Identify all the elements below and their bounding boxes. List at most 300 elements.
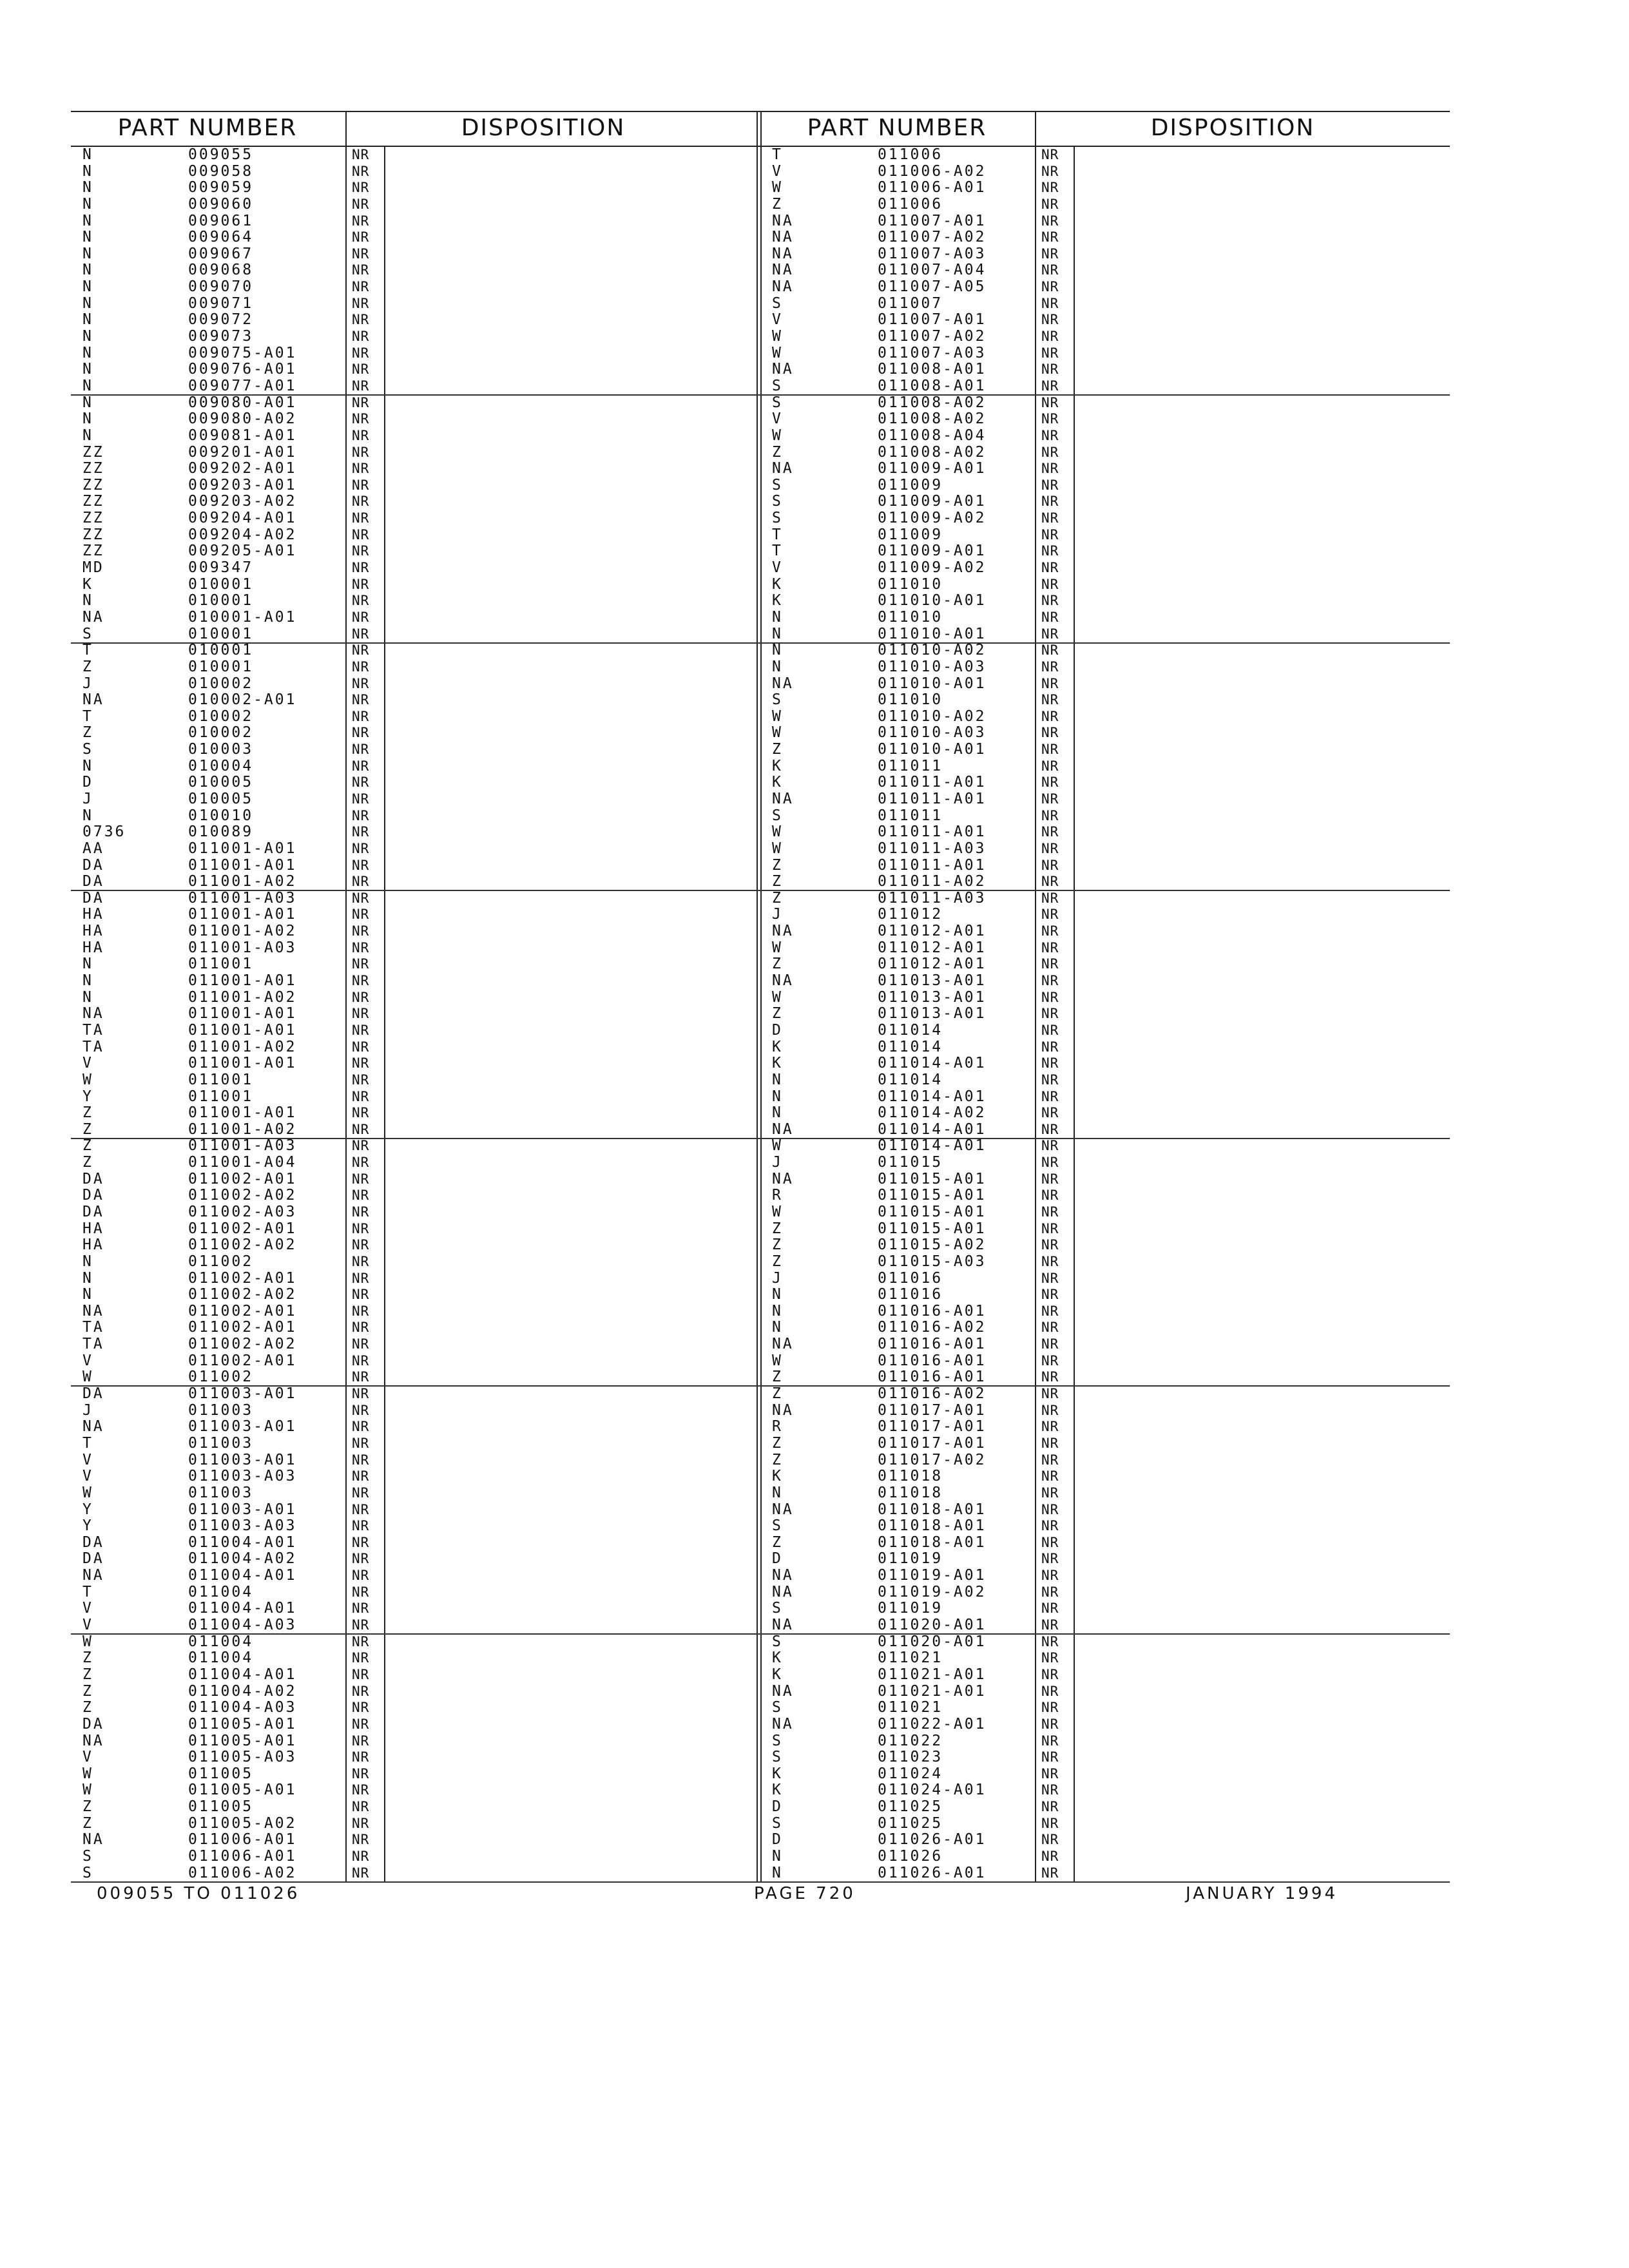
part-number: 011004-A01 xyxy=(188,1533,297,1551)
source-code: S xyxy=(772,1699,783,1716)
part-number: 009201-A01 xyxy=(188,443,297,461)
source-code: Y xyxy=(82,1088,93,1105)
disposition-code: NR xyxy=(1041,939,1059,956)
source-code: R xyxy=(772,1418,783,1436)
part-number: 011015 xyxy=(878,1154,943,1171)
disposition-code: NR xyxy=(1041,1369,1059,1385)
table-row xyxy=(760,973,1450,990)
table-row xyxy=(71,1650,760,1667)
source-code: Z xyxy=(82,658,93,675)
table-row xyxy=(71,1600,760,1617)
source-code: S xyxy=(772,1633,783,1650)
table-row xyxy=(760,1733,1450,1750)
part-number: 010003 xyxy=(188,741,254,758)
source-code: DA xyxy=(82,1715,104,1733)
source-code: W xyxy=(82,1071,93,1088)
part-number: 010002 xyxy=(188,675,254,692)
source-code: Z xyxy=(82,1814,93,1832)
disposition-code: NR xyxy=(1041,1600,1059,1617)
disposition-code: NR xyxy=(1041,626,1059,642)
source-code: J xyxy=(82,675,93,692)
part-number: 011010-A02 xyxy=(878,707,987,725)
disposition-code: NR xyxy=(352,461,370,477)
source-code: D xyxy=(772,1021,783,1039)
source-code: DA xyxy=(82,873,104,890)
source-code: Z xyxy=(772,1451,783,1468)
table-row xyxy=(760,1584,1450,1601)
disposition-code: NR xyxy=(352,1386,370,1402)
table-row xyxy=(71,1336,760,1353)
source-code: ZZ xyxy=(82,543,104,560)
table-row xyxy=(760,1089,1450,1106)
part-number: 011008-A01 xyxy=(878,377,987,394)
part-number: 011001 xyxy=(188,1088,254,1105)
table-row xyxy=(760,1865,1450,1882)
part-number: 009077-A01 xyxy=(188,377,297,394)
source-code: Z xyxy=(772,741,783,758)
table-row xyxy=(71,1221,760,1238)
table-row xyxy=(71,1684,760,1700)
part-number: 011011-A03 xyxy=(878,889,987,907)
part-number: 011007-A05 xyxy=(878,278,987,296)
table-row xyxy=(760,1386,1450,1403)
table-row xyxy=(760,461,1450,477)
part-number: 011003 xyxy=(188,1401,254,1419)
table-row xyxy=(71,758,760,775)
part-number: 011005-A01 xyxy=(188,1732,297,1749)
table-row xyxy=(71,1667,760,1684)
table-row xyxy=(71,1468,760,1485)
part-number: 011008-A01 xyxy=(878,361,987,378)
table-row xyxy=(760,593,1450,610)
source-code: N xyxy=(82,195,93,213)
part-number: 009347 xyxy=(188,559,254,577)
part-number: 011001-A01 xyxy=(188,906,297,923)
source-code: K xyxy=(82,575,93,593)
disposition-code: NR xyxy=(352,725,370,741)
part-number: 011007 xyxy=(878,294,943,312)
part-number: 009080-A02 xyxy=(188,410,297,428)
disposition-code: NR xyxy=(352,1666,370,1682)
part-number: 011011 xyxy=(878,757,943,774)
table-row xyxy=(71,874,760,890)
part-number: 011003-A01 xyxy=(188,1385,297,1403)
disposition-code: NR xyxy=(352,1452,370,1468)
part-number: 011018-A01 xyxy=(878,1533,987,1551)
disposition-code: NR xyxy=(1041,494,1059,510)
source-code: HA xyxy=(82,939,104,956)
table-row xyxy=(760,197,1450,213)
source-code: N xyxy=(82,146,93,163)
disposition-code: NR xyxy=(352,1287,370,1303)
part-number: 011003 xyxy=(188,1484,254,1501)
source-code: Z xyxy=(82,1666,93,1683)
disposition-code: NR xyxy=(352,1253,370,1269)
table-row xyxy=(760,1816,1450,1832)
disposition-code: NR xyxy=(1041,477,1059,493)
source-code: 0736 xyxy=(82,823,126,841)
part-number: 011025 xyxy=(878,1798,943,1816)
source-code: N xyxy=(82,377,93,394)
part-number: 011001-A01 xyxy=(188,840,297,857)
disposition-code: NR xyxy=(352,1171,370,1187)
part-number: 011002-A01 xyxy=(188,1352,297,1369)
table-row xyxy=(71,312,760,329)
source-code: N xyxy=(82,1286,93,1303)
table-row xyxy=(71,329,760,345)
part-number: 011001-A01 xyxy=(188,1005,297,1023)
part-number: 011017-A01 xyxy=(878,1401,987,1419)
part-number: 010001 xyxy=(188,575,254,593)
disposition-code: NR xyxy=(1041,1105,1059,1121)
part-number: 011003-A01 xyxy=(188,1451,297,1468)
table-row xyxy=(71,147,760,164)
source-code: V xyxy=(82,1468,93,1485)
disposition-code: NR xyxy=(1041,1534,1059,1550)
part-number: 011001 xyxy=(188,1071,254,1088)
table-row xyxy=(760,1287,1450,1303)
table-row xyxy=(760,213,1450,230)
source-code: N xyxy=(82,1269,93,1287)
source-code: S xyxy=(772,493,783,510)
disposition-header: DISPOSITION xyxy=(1150,115,1315,141)
part-number: 011026-A01 xyxy=(878,1864,987,1881)
part-number: 011014-A01 xyxy=(878,1137,987,1155)
disposition-code: NR xyxy=(1041,824,1059,840)
table-row xyxy=(760,610,1450,626)
source-code: W xyxy=(772,939,783,956)
part-number: 010002-A01 xyxy=(188,691,297,709)
part-number: 011001-A04 xyxy=(188,1154,297,1171)
source-code: S xyxy=(772,394,783,411)
table-row xyxy=(71,1617,760,1634)
source-code: Z xyxy=(82,1120,93,1138)
part-number: 011001-A02 xyxy=(188,988,297,1006)
table-row xyxy=(71,808,760,825)
source-code: ZZ xyxy=(82,476,104,494)
table-row xyxy=(71,428,760,445)
part-number: 011015-A02 xyxy=(878,1236,987,1254)
table-row xyxy=(71,1502,760,1519)
source-code: N xyxy=(82,972,93,990)
part-number: 009064 xyxy=(188,229,254,246)
table-row xyxy=(71,180,760,197)
source-code: DA xyxy=(82,889,104,907)
table-row xyxy=(760,560,1450,577)
source-code: W xyxy=(772,724,783,742)
table-row xyxy=(760,494,1450,510)
part-number: 011026 xyxy=(878,1847,943,1865)
part-number: 011007-A03 xyxy=(878,344,987,361)
disposition-code: NR xyxy=(1041,427,1059,443)
table-row xyxy=(760,345,1450,362)
table-row xyxy=(760,808,1450,825)
table-row xyxy=(760,1138,1450,1155)
disposition-code: NR xyxy=(1041,411,1059,427)
disposition-code: NR xyxy=(1041,1551,1059,1567)
disposition-code: NR xyxy=(352,1600,370,1617)
disposition-code: NR xyxy=(352,361,370,378)
source-code: N xyxy=(772,1319,783,1336)
disposition-code: NR xyxy=(1041,692,1059,708)
source-code: DA xyxy=(82,1170,104,1187)
right-table-header xyxy=(760,111,1450,147)
source-code: N xyxy=(772,658,783,675)
disposition-code: NR xyxy=(352,444,370,460)
part-number: 009075-A01 xyxy=(188,344,297,361)
source-code: J xyxy=(772,1154,783,1171)
source-code: T xyxy=(772,543,783,560)
disposition-code: NR xyxy=(1041,279,1059,295)
disposition-code: NR xyxy=(1041,147,1059,162)
disposition-code: NR xyxy=(1041,1336,1059,1352)
disposition-code: NR xyxy=(1041,229,1059,245)
disposition-code: NR xyxy=(352,923,370,939)
part-number: 011001-A01 xyxy=(188,1055,297,1072)
disposition-code: NR xyxy=(352,840,370,856)
disposition-code: NR xyxy=(352,1121,370,1137)
part-number: 011010-A02 xyxy=(878,642,987,659)
disposition-code: NR xyxy=(1041,295,1059,311)
disposition-code: NR xyxy=(352,907,370,923)
source-code: NA xyxy=(772,923,794,940)
source-code: NA xyxy=(772,1583,794,1600)
table-row xyxy=(760,626,1450,643)
disposition-code: NR xyxy=(352,1782,370,1798)
disposition-code: NR xyxy=(352,1865,370,1881)
disposition-code: NR xyxy=(1041,543,1059,559)
part-number: 011016 xyxy=(878,1286,943,1303)
part-number: 011005-A03 xyxy=(188,1749,297,1766)
table-row xyxy=(760,1403,1450,1419)
source-code: K xyxy=(772,575,783,593)
table-row xyxy=(71,824,760,841)
disposition-code: NR xyxy=(352,874,370,890)
disposition-code: NR xyxy=(1041,907,1059,923)
source-code: W xyxy=(772,707,783,725)
part-number: 011001-A03 xyxy=(188,1137,297,1155)
part-number: 011015-A01 xyxy=(878,1187,987,1204)
part-number: 011004 xyxy=(188,1633,254,1650)
part-number: 011006-A02 xyxy=(878,162,987,180)
source-code: ZZ xyxy=(82,493,104,510)
disposition-code: NR xyxy=(1041,890,1059,906)
source-code: DA xyxy=(82,1385,104,1403)
source-code: W xyxy=(772,1352,783,1369)
part-number: 011006-A02 xyxy=(188,1864,297,1881)
disposition-code: NR xyxy=(1041,1700,1059,1716)
part-number: 011001-A01 xyxy=(188,856,297,874)
table-row xyxy=(71,527,760,544)
table-row xyxy=(71,262,760,279)
disposition-code: NR xyxy=(352,939,370,956)
table-row xyxy=(71,1782,760,1799)
table-row xyxy=(760,990,1450,1006)
table-row xyxy=(71,858,760,874)
disposition-code: NR xyxy=(352,1617,370,1633)
disposition-code: NR xyxy=(1041,791,1059,807)
source-code: K xyxy=(772,1765,783,1782)
part-number: 011003-A03 xyxy=(188,1517,297,1535)
disposition-code: NR xyxy=(1041,510,1059,526)
source-code: Z xyxy=(772,195,783,213)
disposition-code: NR xyxy=(1041,874,1059,890)
source-code: N xyxy=(82,311,93,329)
table-row xyxy=(760,890,1450,907)
disposition-code: NR xyxy=(1041,1352,1059,1369)
table-row xyxy=(71,1055,760,1072)
disposition-code: NR xyxy=(352,1485,370,1501)
part-number: 011011-A01 xyxy=(878,856,987,874)
part-number: 011010-A01 xyxy=(878,592,987,610)
source-code: DA xyxy=(82,1187,104,1204)
source-code: W xyxy=(772,1204,783,1220)
disposition-code: NR xyxy=(352,163,370,179)
table-row xyxy=(71,940,760,957)
disposition-code: NR xyxy=(352,526,370,543)
disposition-code: NR xyxy=(352,1584,370,1600)
disposition-code: NR xyxy=(352,576,370,592)
part-number: 011005 xyxy=(188,1798,254,1816)
table-row xyxy=(71,494,760,510)
source-code: N xyxy=(82,344,93,361)
part-number: 011020-A01 xyxy=(878,1617,987,1634)
table-row xyxy=(760,692,1450,709)
part-number: 011005-A02 xyxy=(188,1814,297,1832)
table-row xyxy=(71,1386,760,1403)
table-row xyxy=(71,361,760,378)
source-code: Z xyxy=(772,443,783,461)
table-row xyxy=(71,1700,760,1716)
source-code: NA xyxy=(772,1501,794,1518)
source-code: V xyxy=(772,311,783,329)
disposition-code: NR xyxy=(352,1187,370,1204)
source-code: J xyxy=(82,1401,93,1419)
source-code: K xyxy=(772,1055,783,1072)
disposition-code: NR xyxy=(352,593,370,609)
part-number: 010004 xyxy=(188,757,254,774)
part-number: 011001-A03 xyxy=(188,889,297,907)
part-number: 011009-A01 xyxy=(878,493,987,510)
source-code: V xyxy=(82,1600,93,1617)
table-row xyxy=(71,1155,760,1171)
table-row xyxy=(71,246,760,263)
footer-date: JANUARY 1994 xyxy=(1186,1884,1338,1903)
table-row xyxy=(760,1204,1450,1221)
table-row xyxy=(760,577,1450,593)
table-row xyxy=(760,907,1450,923)
disposition-code: NR xyxy=(1041,1865,1059,1881)
source-code: HA xyxy=(82,906,104,923)
disposition-code: NR xyxy=(1041,576,1059,592)
part-number: 011002-A02 xyxy=(188,1236,297,1254)
table-row xyxy=(71,642,760,659)
part-number: 011012-A01 xyxy=(878,956,987,973)
table-row xyxy=(71,610,760,626)
part-number: 011007-A01 xyxy=(878,311,987,329)
part-number: 010001 xyxy=(188,625,254,642)
table-row xyxy=(71,1138,760,1155)
source-code: K xyxy=(772,774,783,791)
disposition-code: NR xyxy=(1041,989,1059,1005)
disposition-code: NR xyxy=(1041,1666,1059,1682)
disposition-code: NR xyxy=(1041,1617,1059,1633)
part-number: 011008-A04 xyxy=(878,427,987,444)
source-code: Z xyxy=(82,1649,93,1667)
part-number: 011011-A01 xyxy=(878,790,987,807)
disposition-code: NR xyxy=(352,1468,370,1485)
disposition-code: NR xyxy=(1041,1650,1059,1666)
source-code: Z xyxy=(772,1533,783,1551)
table-row xyxy=(71,742,760,758)
source-code: W xyxy=(82,1633,93,1650)
source-code: AA xyxy=(82,840,104,857)
table-row xyxy=(760,229,1450,246)
part-number: 011001-A01 xyxy=(188,972,297,990)
part-number: 011014 xyxy=(878,1071,943,1088)
disposition-code: NR xyxy=(352,857,370,873)
source-code: NA xyxy=(772,212,794,229)
table-row xyxy=(760,1336,1450,1353)
part-number: 011010-A01 xyxy=(878,741,987,758)
part-number: 011002 xyxy=(188,1253,254,1270)
part-number: 011005-A01 xyxy=(188,1782,297,1799)
disposition-code: NR xyxy=(352,758,370,774)
source-code: S xyxy=(82,1847,93,1865)
source-code: Z xyxy=(772,1220,783,1237)
source-code: W xyxy=(82,1765,93,1782)
part-number: 011002-A02 xyxy=(188,1286,297,1303)
disposition-code: NR xyxy=(1041,807,1059,823)
table-row xyxy=(71,345,760,362)
disposition-code: NR xyxy=(352,1650,370,1666)
table-row xyxy=(760,1849,1450,1865)
source-code: J xyxy=(772,906,783,923)
table-row xyxy=(760,510,1450,527)
part-number: 011001 xyxy=(188,956,254,973)
disposition-code: NR xyxy=(352,1006,370,1022)
source-code: NA xyxy=(82,1567,104,1584)
part-number: 011013-A01 xyxy=(878,972,987,990)
source-code: N xyxy=(772,1864,783,1881)
disposition-code: NR xyxy=(1041,593,1059,609)
disposition-code: NR xyxy=(1041,1749,1059,1765)
disposition-header: DISPOSITION xyxy=(461,115,626,141)
part-number: 011013-A01 xyxy=(878,988,987,1006)
source-code: NA xyxy=(82,1418,104,1436)
part-number: 011002-A01 xyxy=(188,1269,297,1287)
source-code: Z xyxy=(772,856,783,874)
table-row xyxy=(760,676,1450,693)
source-code: S xyxy=(772,377,783,394)
part-number: 010002 xyxy=(188,707,254,725)
part-number-header: PART NUMBER xyxy=(117,115,298,141)
source-code: V xyxy=(772,410,783,428)
disposition-code: NR xyxy=(1041,1501,1059,1517)
table-row xyxy=(71,709,760,726)
source-code: S xyxy=(772,1749,783,1766)
table-row xyxy=(71,1254,760,1271)
table-row xyxy=(760,164,1450,180)
source-code: N xyxy=(82,278,93,296)
disposition-code: NR xyxy=(1041,1155,1059,1171)
table-row xyxy=(760,246,1450,263)
table-row xyxy=(760,1271,1450,1287)
table-row xyxy=(71,477,760,494)
source-code: NA xyxy=(82,691,104,709)
part-number: 011004-A01 xyxy=(188,1567,297,1584)
table-row xyxy=(760,1502,1450,1519)
